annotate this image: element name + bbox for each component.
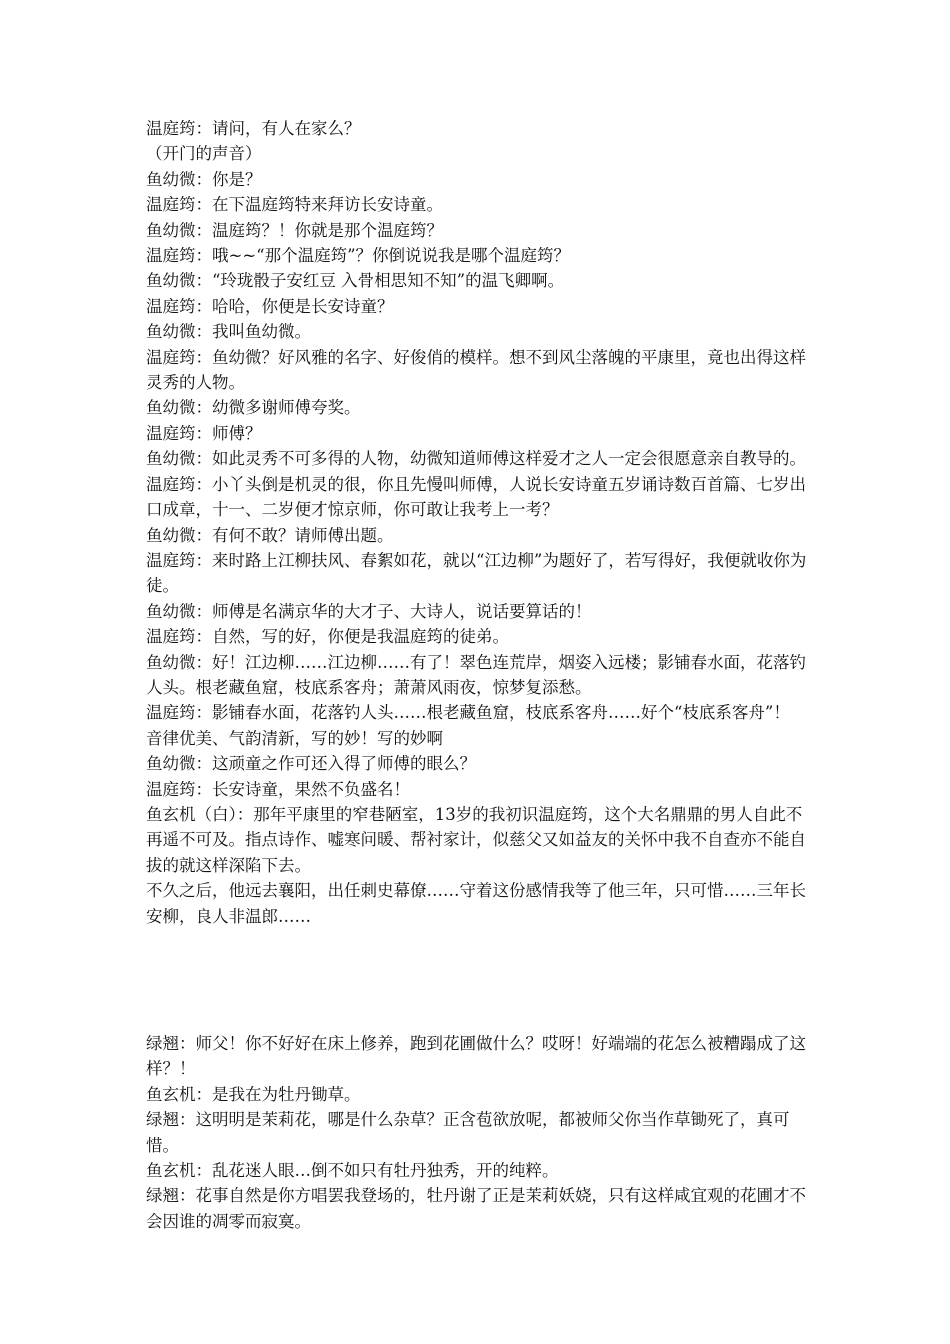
dialogue-line: 鱼幼微：幼微多谢师傅夸奖。 xyxy=(146,398,361,418)
dialogue-line: 绿翘：花事自然是你方唱罢我登场的，牡丹谢了正是茉莉妖娆，只有这样咸宜观的花圃才不会因谁的凋零而寂寞。 xyxy=(146,1186,806,1231)
dialogue-line: 绿翘：这明明是茉莉花，哪是什么杂草？正含苞欲放呢，都被师父你当作草锄死了，真可惜。 xyxy=(146,1110,790,1155)
dialogue-line: 温庭筠：鱼幼微？好风雅的名字、好俊俏的模样。想不到风尘落魄的平康里，竟也出得这样灵秀的人物。 xyxy=(146,347,806,393)
dialogue-line: 鱼幼微：温庭筠？！你就是那个温庭筠？ xyxy=(146,220,443,240)
dialogue-line: 温庭筠：哈哈，你便是长安诗童？ xyxy=(146,296,394,316)
dialogue-line: 温庭筠：长安诗童，果然不负盛名！ xyxy=(146,779,410,799)
dialogue-line: 温庭筠：影铺春水面，花落钓人头……根老藏鱼窟，枝底系客舟……好个“枝底系客舟”！ 音律优美、气韵清新，写的妙！写的妙啊 xyxy=(146,703,807,748)
dialogue-line: 温庭筠：请问，有人在家么？ xyxy=(146,119,361,138)
dialogue-line: 鱼幼微：我叫鱼幼微。 xyxy=(146,322,311,342)
dialogue-line: 鱼幼微：好！江边柳……江边柳……有了！翠色连荒岸，烟姿入远楼；影铺春水面，花落钓人头。根老藏鱼窟，枝底系客舟；萧萧风雨夜，惊梦复添愁。 xyxy=(146,652,806,697)
dialogue-line: 鱼幼微：有何不敢？请师傅出题。 xyxy=(146,525,394,545)
dialogue-line: 温庭筠：自然，写的好，你便是我温庭筠的徒弟。 xyxy=(146,627,509,647)
dialogue-line: 鱼幼微：你是？ xyxy=(146,169,262,189)
document-page xyxy=(146,116,812,1234)
dialogue-line: 温庭筠：师傅？ xyxy=(146,423,262,443)
dialogue-line: 鱼幼微：如此灵秀不可多得的人物，幼微知道师傅这样爱才之人一定会很愿意亲自教导的。 xyxy=(146,449,806,469)
dialogue-line: 鱼玄机：乱花迷人眼…倒不如只有牡丹独秀，开的纯粹。 xyxy=(146,1161,559,1181)
dialogue-line: 温庭筠：小丫头倒是机灵的很，你且先慢叫师傅，人说长安诗童五岁诵诗数百首篇、七岁出口成章，十一、二岁便才惊京师，你可敢让我考上一考？ xyxy=(146,474,806,520)
dialogue-line: 鱼幼微：“玲珑骰子安红豆 入骨相思知不知”的温飞卿啊。 xyxy=(146,271,565,291)
dialogue-line: 鱼幼微：师傅是名满京华的大才子、大诗人，说话要算话的！ xyxy=(146,601,592,621)
dialogue-line: 鱼幼微：这顽童之作可还入得了师傅的眼么？ xyxy=(146,754,476,774)
dialogue-line: 绿翘：师父！你不好好在床上修养，跑到花圃做什么？哎呀！好端端的花怎么被糟蹋成了这样？！ xyxy=(146,1034,806,1079)
dialogue-line: 温庭筠：在下温庭筠特来拜访长安诗童。 xyxy=(146,195,443,215)
stage-direction: （开门的声音） xyxy=(146,144,262,164)
scene-break xyxy=(146,929,812,1031)
narration-line: 鱼玄机（白）：那年平康里的窄巷陋室，13岁的我初识温庭筠，这个大名鼎鼎的男人自此不再遥不可及。指点诗作、嘘寒问暖、帮衬家计，似慈父又如益友的关怀中我不自查亦不能自拔的就这样深陷下去。 xyxy=(146,804,806,875)
narration-line: 不久之后，他远去襄阳，出任刺史幕僚……守着这份感情我等了他三年，只可惜……三年长安柳，良人非温郎…… xyxy=(146,881,806,926)
dialogue-line: 鱼玄机：是我在为牡丹锄草。 xyxy=(146,1084,361,1104)
dialogue-line: 温庭筠：哦~~“那个温庭筠”？你倒说说我是哪个温庭筠？ xyxy=(146,246,571,266)
dialogue-line: 温庭筠：来时路上江柳扶风、春絮如花，就以“江边柳”为题好了，若写得好，我便就收你为徒。 xyxy=(146,550,807,596)
